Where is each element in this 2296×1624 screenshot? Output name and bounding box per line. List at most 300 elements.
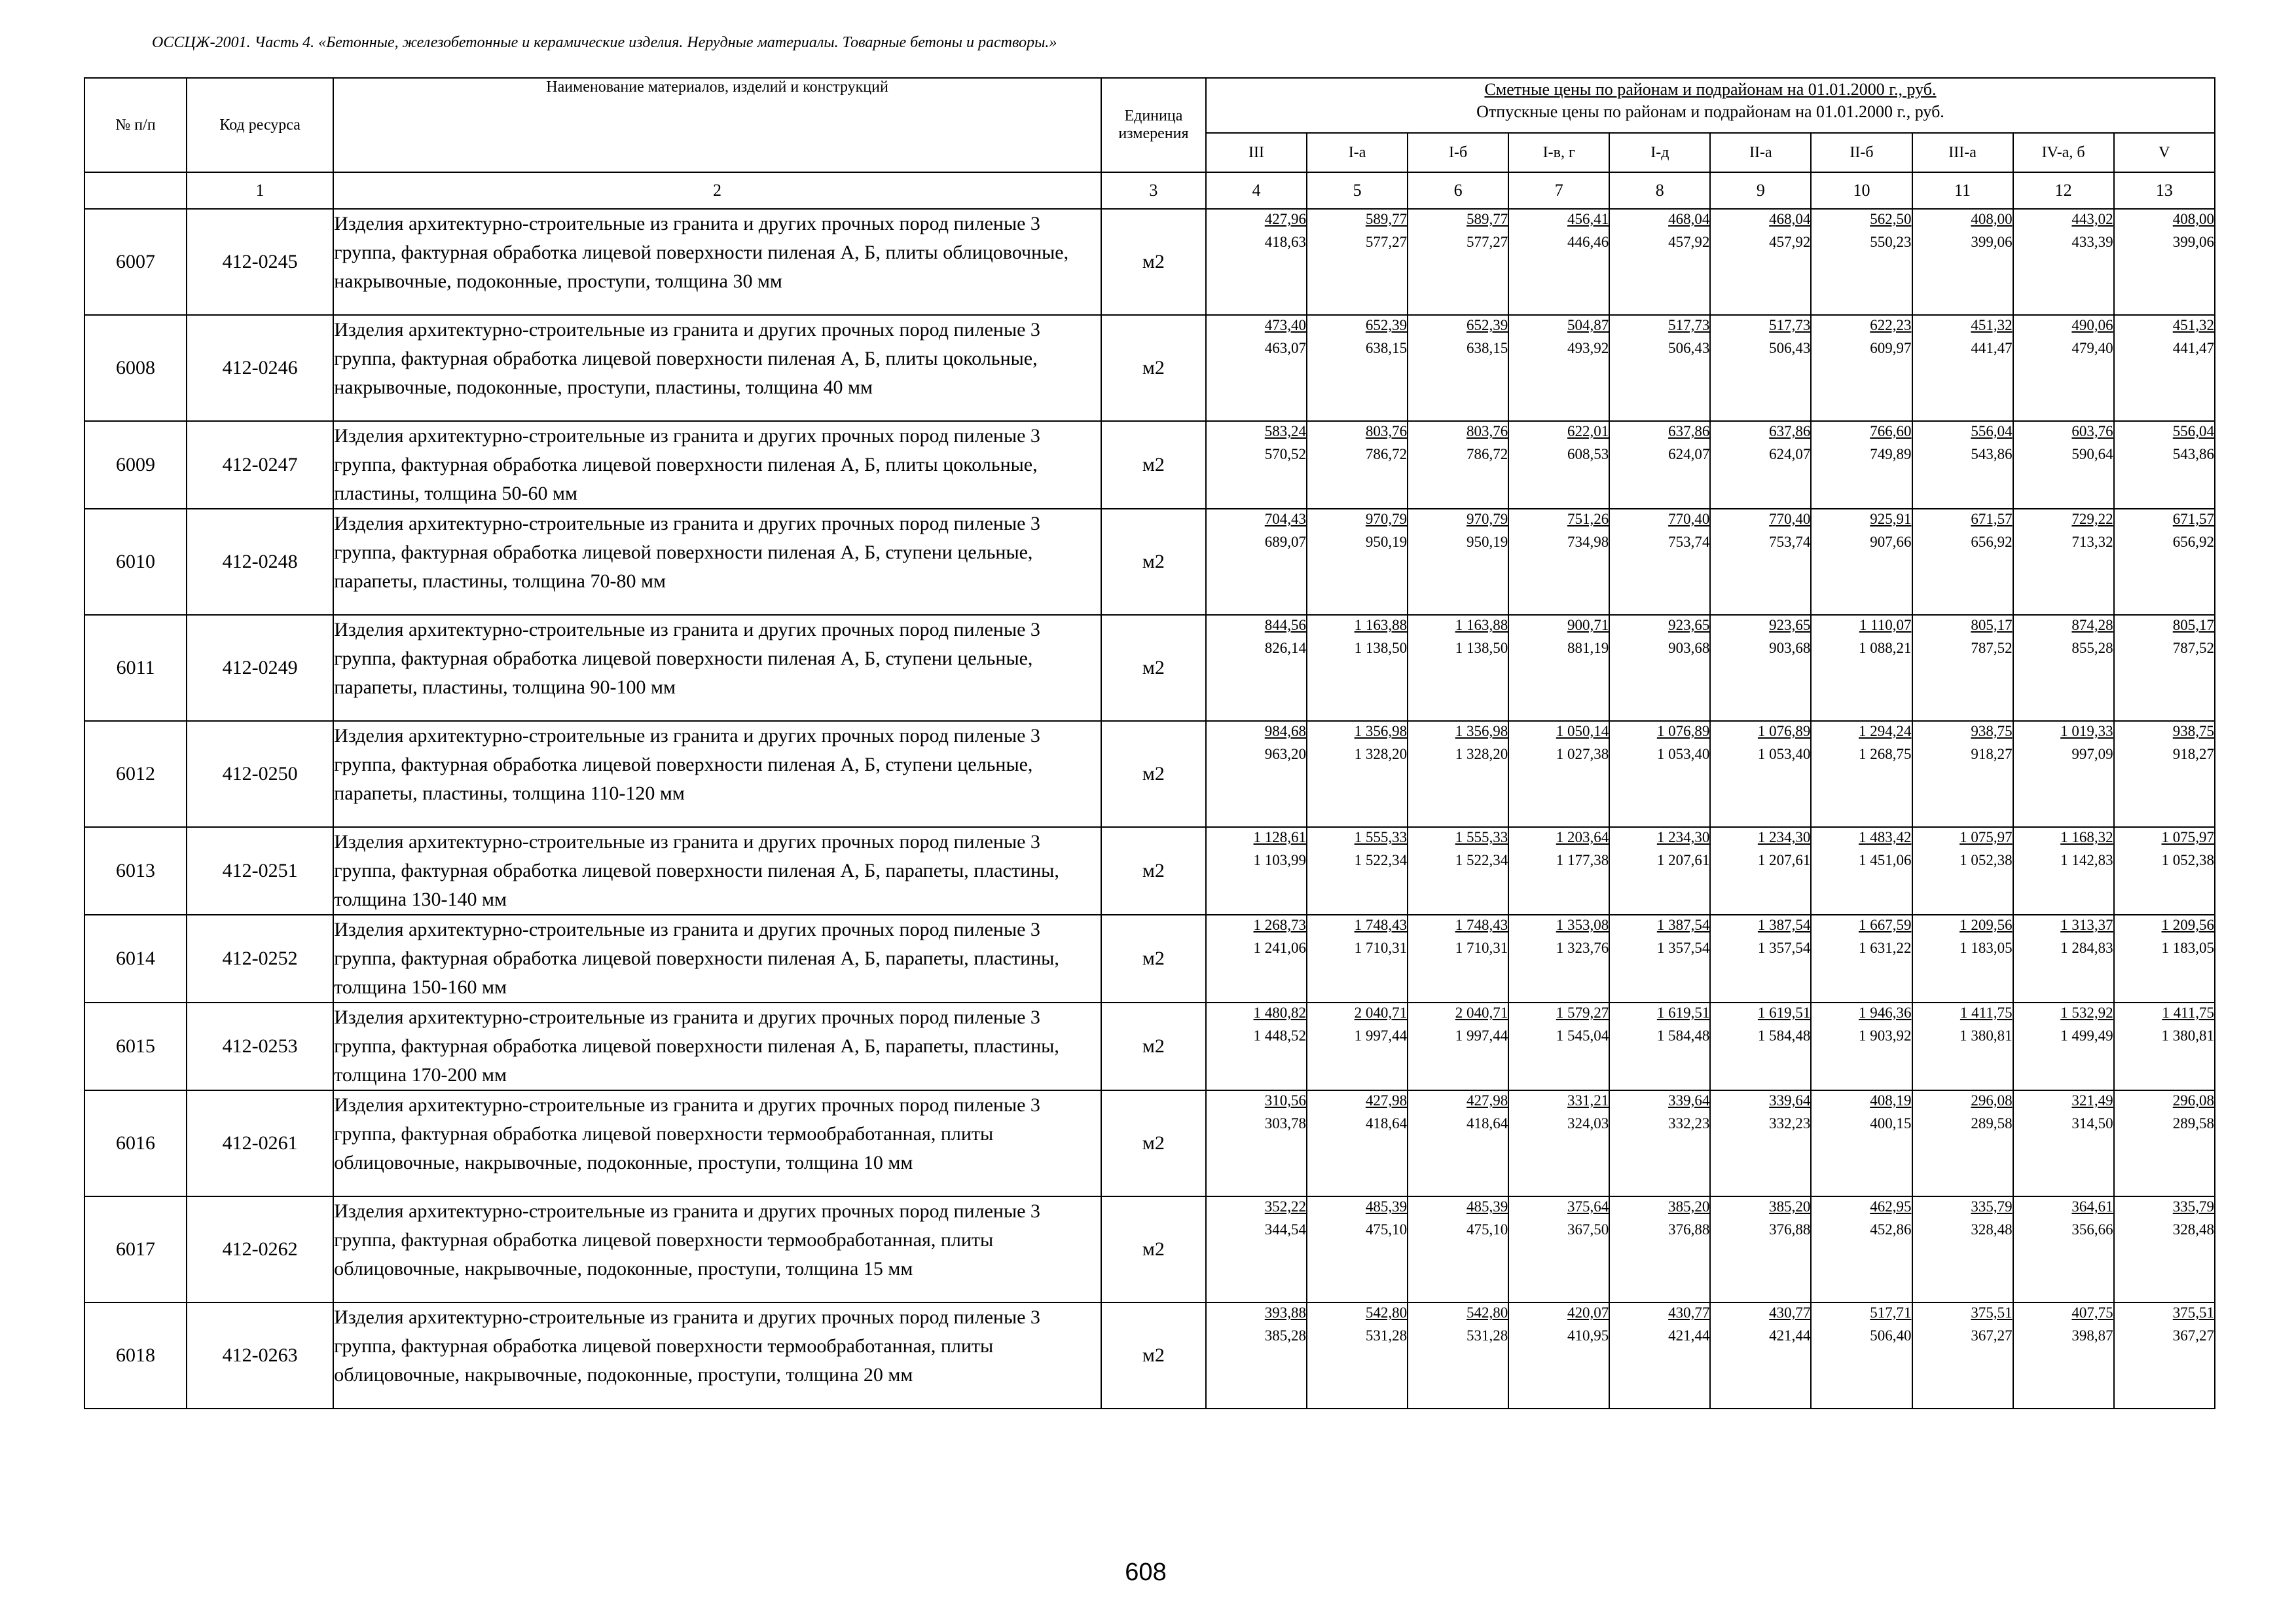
estimate-price: 339,64 <box>1769 1092 1811 1109</box>
price-cell <box>1307 421 1408 509</box>
row-number: 6018 <box>84 1302 187 1409</box>
release-price: 1 027,38 <box>1556 746 1609 762</box>
release-price: 950,19 <box>1365 534 1408 550</box>
estimate-price: 1 353,08 <box>1556 917 1609 933</box>
estimate-price: 1 667,59 <box>1859 917 1912 933</box>
price-cell <box>2013 509 2114 615</box>
price-cell <box>1609 827 1710 915</box>
estimate-price: 844,56 <box>1264 617 1307 633</box>
price-cell <box>1710 827 1811 915</box>
estimate-price: 1 110,07 <box>1859 617 1912 633</box>
estimate-price: 310,56 <box>1264 1092 1307 1109</box>
table-row <box>84 615 2215 721</box>
release-price: 475,10 <box>1365 1221 1408 1238</box>
region-header: IV-а, б <box>2013 133 2114 172</box>
estimate-price: 408,00 <box>2172 211 2214 227</box>
column-number: 12 <box>2013 172 2114 209</box>
price-cell <box>1408 615 1508 721</box>
resource-code: 412-0252 <box>187 915 333 1003</box>
estimate-price: 803,76 <box>1365 423 1408 439</box>
table-row <box>84 509 2215 615</box>
release-price: 855,28 <box>2071 640 2113 656</box>
resource-code: 412-0245 <box>187 209 333 315</box>
release-price: 577,27 <box>1466 234 1508 250</box>
release-price: 753,74 <box>1668 534 1710 550</box>
release-price: 786,72 <box>1365 446 1408 462</box>
release-price: 1 997,44 <box>1455 1027 1508 1044</box>
price-cell <box>1508 209 1609 315</box>
estimate-price: 1 268,73 <box>1253 917 1307 933</box>
price-cell <box>2013 1090 2114 1196</box>
price-cell <box>1508 827 1609 915</box>
estimate-price: 1 411,75 <box>1959 1005 2013 1021</box>
release-price: 421,44 <box>1769 1327 1811 1344</box>
estimate-price: 430,77 <box>1668 1304 1710 1321</box>
price-cell <box>1508 721 1609 827</box>
release-price: 608,53 <box>1567 446 1609 462</box>
release-price: 753,74 <box>1769 534 1811 550</box>
estimate-price: 766,60 <box>1870 423 1912 439</box>
estimate-price: 352,22 <box>1264 1198 1307 1215</box>
column-number: 1 <box>187 172 333 209</box>
price-cell <box>2013 315 2114 421</box>
release-price: 433,39 <box>2071 234 2113 250</box>
estimate-price: 408,00 <box>1971 211 2013 227</box>
price-cell <box>1307 827 1408 915</box>
release-price: 314,50 <box>2071 1115 2113 1132</box>
column-number: 6 <box>1408 172 1508 209</box>
estimate-price: 589,77 <box>1466 211 1508 227</box>
release-price: 577,27 <box>1365 234 1408 250</box>
release-price: 289,58 <box>2172 1115 2214 1132</box>
price-cell <box>2114 1003 2215 1090</box>
estimate-price: 583,24 <box>1264 423 1307 439</box>
release-price: 531,28 <box>1365 1327 1408 1344</box>
material-name: Изделия архитектурно-строительные из гранита и других прочных пород пиленые 3 группа, фактурная обработка лицевой поверхности термообработанная, плиты облицовочные, накрывочные, подоконные, проступи, толщина 20 мм <box>333 1302 1101 1409</box>
material-name: Изделия архитектурно-строительные из гранита и других прочных пород пиленые 3 группа, фактурная обработка лицевой поверхности пиленая А, Б, ступени цельные, парапеты, пластины, толщина 90-100 мм <box>333 615 1101 721</box>
estimate-price: 335,79 <box>1971 1198 2013 1215</box>
column-number-blank <box>84 172 187 209</box>
price-cell <box>1206 421 1307 509</box>
release-price: 1 052,38 <box>2161 852 2214 868</box>
release-price: 1 451,06 <box>1859 852 1912 868</box>
estimate-price: 1 532,92 <box>2060 1005 2113 1021</box>
estimate-price: 427,98 <box>1365 1092 1408 1109</box>
estimate-price: 1 555,33 <box>1455 829 1508 845</box>
resource-code: 412-0261 <box>187 1090 333 1196</box>
price-cell <box>1609 421 1710 509</box>
release-price: 787,52 <box>1971 640 2013 656</box>
estimate-price: 1 387,54 <box>1656 917 1710 933</box>
estimate-price: 1 209,56 <box>2161 917 2214 933</box>
release-price: 1 522,34 <box>1455 852 1508 868</box>
estimate-price: 1 480,82 <box>1253 1005 1307 1021</box>
price-cell <box>1710 421 1811 509</box>
material-name: Изделия архитектурно-строительные из гранита и других прочных пород пиленые 3 группа, фактурная обработка лицевой поверхности термообработанная, плиты облицовочные, накрывочные, подоконные, проступи, толщина 15 мм <box>333 1196 1101 1302</box>
price-cell <box>1508 1003 1609 1090</box>
estimate-price: 408,19 <box>1870 1092 1912 1109</box>
estimate-price: 1 050,14 <box>1556 723 1609 739</box>
release-price: 590,64 <box>2071 446 2113 462</box>
release-price: 1 328,20 <box>1354 746 1408 762</box>
estimate-price: 385,20 <box>1769 1198 1811 1215</box>
price-cell <box>1508 509 1609 615</box>
estimate-price: 671,57 <box>2172 511 2214 527</box>
unit-of-measure: м2 <box>1101 615 1206 721</box>
release-price: 324,03 <box>1567 1115 1609 1132</box>
price-cell <box>1811 209 1912 315</box>
price-cell <box>2114 1196 2215 1302</box>
price-cell <box>1811 1090 1912 1196</box>
release-price: 367,27 <box>1971 1327 2013 1344</box>
material-name: Изделия архитектурно-строительные из гранита и других прочных пород пиленые 3 группа, фактурная обработка лицевой поверхности пиленая А, Б, плиты цокольные, пластины, толщина 50-60 мм <box>333 421 1101 509</box>
release-price: 918,27 <box>1971 746 2013 762</box>
price-cell <box>1206 209 1307 315</box>
release-price: 399,06 <box>1971 234 2013 250</box>
release-price: 328,48 <box>2172 1221 2214 1238</box>
release-price: 418,64 <box>1365 1115 1408 1132</box>
price-cell <box>1710 721 1811 827</box>
region-header: III-а <box>1912 133 2013 172</box>
price-cell <box>1307 509 1408 615</box>
price-cell <box>2013 915 2114 1003</box>
estimate-price: 589,77 <box>1365 211 1408 227</box>
table-row <box>84 721 2215 827</box>
estimate-price: 1 075,97 <box>2161 829 2214 845</box>
estimate-price: 1 076,89 <box>1757 723 1811 739</box>
estimate-price: 704,43 <box>1264 511 1307 527</box>
release-price: 638,15 <box>1466 340 1508 356</box>
release-price: 1 268,75 <box>1859 746 1912 762</box>
price-cell <box>1710 209 1811 315</box>
price-cell <box>1307 721 1408 827</box>
price-cell <box>1912 1090 2013 1196</box>
release-price: 289,58 <box>1971 1115 2013 1132</box>
release-price: 332,23 <box>1668 1115 1710 1132</box>
release-price: 1 207,61 <box>1757 852 1811 868</box>
estimate-price: 1 313,37 <box>2060 917 2113 933</box>
region-header: II-а <box>1710 133 1811 172</box>
resource-code: 412-0251 <box>187 827 333 915</box>
region-header: V <box>2114 133 2215 172</box>
release-price: 531,28 <box>1466 1327 1508 1344</box>
release-price: 441,47 <box>1971 340 2013 356</box>
material-name: Изделия архитектурно-строительные из гранита и других прочных пород пиленые 3 группа, фактурная обработка лицевой поверхности пиленая А, Б, парапеты, пластины, толщина 150-160 мм <box>333 915 1101 1003</box>
resource-code: 412-0246 <box>187 315 333 421</box>
release-price: 1 631,22 <box>1859 940 1912 956</box>
price-cell <box>2114 209 2215 315</box>
price-cell <box>1408 1196 1508 1302</box>
price-cell <box>2114 509 2215 615</box>
resource-code: 412-0247 <box>187 421 333 509</box>
table-row <box>84 1090 2215 1196</box>
estimate-price: 517,73 <box>1668 317 1710 333</box>
release-price: 475,10 <box>1466 1221 1508 1238</box>
release-price: 1 357,54 <box>1656 940 1710 956</box>
price-cell <box>1609 1302 1710 1409</box>
price-cell <box>1307 1196 1408 1302</box>
release-price: 609,97 <box>1870 340 1912 356</box>
estimate-price: 805,17 <box>2172 617 2214 633</box>
price-cell <box>1912 315 2013 421</box>
estimate-price: 473,40 <box>1264 317 1307 333</box>
release-price: 734,98 <box>1567 534 1609 550</box>
price-cell <box>1508 1090 1609 1196</box>
estimate-price: 1 619,51 <box>1656 1005 1710 1021</box>
estimate-price: 451,32 <box>2172 317 2214 333</box>
region-header: I-в, г <box>1508 133 1609 172</box>
price-cell <box>1408 915 1508 1003</box>
price-table <box>84 77 2215 1409</box>
prices-header-release: Отпускные цены по районам и подрайонам на 01.01.2000 г., руб. <box>1476 102 1944 121</box>
release-price: 506,40 <box>1870 1327 1912 1344</box>
release-price: 441,47 <box>2172 340 2214 356</box>
row-number: 6010 <box>84 509 187 615</box>
table-row <box>84 421 2215 509</box>
column-header-id: № п/п <box>84 78 187 172</box>
estimate-price: 517,73 <box>1769 317 1811 333</box>
price-cell <box>1307 615 1408 721</box>
release-price: 457,92 <box>1668 234 1710 250</box>
column-number: 5 <box>1307 172 1408 209</box>
column-number: 9 <box>1710 172 1811 209</box>
release-price: 881,19 <box>1567 640 1609 656</box>
release-price: 376,88 <box>1769 1221 1811 1238</box>
price-cell <box>1811 315 1912 421</box>
price-cell <box>1206 827 1307 915</box>
release-price: 1 052,38 <box>1959 852 2013 868</box>
estimate-price: 456,41 <box>1567 211 1609 227</box>
release-price: 1 142,83 <box>2060 852 2113 868</box>
price-cell <box>1508 315 1609 421</box>
estimate-price: 770,40 <box>1769 511 1811 527</box>
estimate-price: 562,50 <box>1870 211 1912 227</box>
release-price: 656,92 <box>1971 534 2013 550</box>
price-cell <box>1206 1302 1307 1409</box>
price-cell <box>1508 615 1609 721</box>
column-header-unit: Единица измерения <box>1101 78 1206 172</box>
unit-of-measure: м2 <box>1101 721 1206 827</box>
price-cell <box>2013 1196 2114 1302</box>
estimate-price: 331,21 <box>1567 1092 1609 1109</box>
price-cell <box>1710 509 1811 615</box>
release-price: 903,68 <box>1668 640 1710 656</box>
estimate-price: 622,23 <box>1870 317 1912 333</box>
estimate-price: 622,01 <box>1567 423 1609 439</box>
row-number: 6011 <box>84 615 187 721</box>
price-cell <box>1811 721 1912 827</box>
release-price: 399,06 <box>2172 234 2214 250</box>
price-cell <box>1206 1196 1307 1302</box>
region-header: I-д <box>1609 133 1710 172</box>
release-price: 421,44 <box>1668 1327 1710 1344</box>
release-price: 1 710,31 <box>1455 940 1508 956</box>
price-cell <box>1307 315 1408 421</box>
material-name: Изделия архитектурно-строительные из гранита и других прочных пород пиленые 3 группа, фактурная обработка лицевой поверхности пиленая А, Б, парапеты, пластины, толщина 170-200 мм <box>333 1003 1101 1090</box>
price-cell <box>1206 1003 1307 1090</box>
material-name: Изделия архитектурно-строительные из гранита и других прочных пород пиленые 3 группа, фактурная обработка лицевой поверхности пиленая А, Б, ступени цельные, парапеты, пластины, толщина 110-120 мм <box>333 721 1101 827</box>
estimate-price: 1 748,43 <box>1455 917 1508 933</box>
price-cell <box>2114 827 2215 915</box>
estimate-price: 1 619,51 <box>1757 1005 1811 1021</box>
column-header-prices <box>1206 78 2215 133</box>
price-cell <box>2013 827 2114 915</box>
material-name: Изделия архитектурно-строительные из гранита и других прочных пород пиленые 3 группа, фактурная обработка лицевой поверхности пиленая А, Б, плиты цокольные, накрывочные, подоконные, проступи, пластины, толщина 40 мм <box>333 315 1101 421</box>
table-row <box>84 315 2215 421</box>
release-price: 367,50 <box>1567 1221 1609 1238</box>
row-number: 6008 <box>84 315 187 421</box>
release-price: 1 357,54 <box>1757 940 1811 956</box>
price-cell <box>1307 209 1408 315</box>
price-cell <box>1710 915 1811 1003</box>
column-number: 2 <box>333 172 1101 209</box>
price-cell <box>1912 1196 2013 1302</box>
row-number: 6015 <box>84 1003 187 1090</box>
release-price: 1 380,81 <box>1959 1027 2013 1044</box>
release-price: 367,27 <box>2172 1327 2214 1344</box>
document-header: ОССЦЖ-2001. Часть 4. «Бетонные, железобетонные и керамические изделия. Нерудные материалы. Товарные бетоны и растворы.» <box>152 34 1057 51</box>
table-row <box>84 1003 2215 1090</box>
unit-of-measure: м2 <box>1101 1196 1206 1302</box>
price-cell <box>2114 315 2215 421</box>
estimate-price: 393,88 <box>1264 1304 1307 1321</box>
resource-code: 412-0263 <box>187 1302 333 1409</box>
price-cell <box>1508 915 1609 1003</box>
unit-of-measure: м2 <box>1101 915 1206 1003</box>
resource-code: 412-0249 <box>187 615 333 721</box>
price-cell <box>2013 1003 2114 1090</box>
price-cell <box>1408 1003 1508 1090</box>
price-cell <box>1912 915 2013 1003</box>
estimate-price: 2 040,71 <box>1354 1005 1408 1021</box>
price-cell <box>1609 615 1710 721</box>
estimate-price: 517,71 <box>1870 1304 1912 1321</box>
price-cell <box>2114 915 2215 1003</box>
estimate-price: 468,04 <box>1668 211 1710 227</box>
estimate-price: 1 411,75 <box>2162 1005 2214 1021</box>
estimate-price: 556,04 <box>1971 423 2013 439</box>
row-number: 6012 <box>84 721 187 827</box>
estimate-price: 2 040,71 <box>1455 1005 1508 1021</box>
price-cell <box>2013 209 2114 315</box>
resource-code: 412-0248 <box>187 509 333 615</box>
release-price: 328,48 <box>1971 1221 2013 1238</box>
release-price: 550,23 <box>1870 234 1912 250</box>
release-price: 1 448,52 <box>1253 1027 1307 1044</box>
price-cell <box>1307 1090 1408 1196</box>
estimate-price: 1 579,27 <box>1556 1005 1609 1021</box>
estimate-price: 364,61 <box>2071 1198 2113 1215</box>
release-price: 689,07 <box>1264 534 1307 550</box>
price-cell <box>1710 1302 1811 1409</box>
release-price: 656,92 <box>2172 534 2214 550</box>
estimate-price: 637,86 <box>1769 423 1811 439</box>
row-number: 6017 <box>84 1196 187 1302</box>
column-header-name: Наименование материалов, изделий и конструкций <box>333 78 1101 172</box>
estimate-price: 375,51 <box>1971 1304 2013 1321</box>
estimate-price: 770,40 <box>1668 511 1710 527</box>
release-price: 1 053,40 <box>1757 746 1811 762</box>
release-price: 826,14 <box>1264 640 1307 656</box>
price-cell <box>1609 915 1710 1003</box>
price-cell <box>1912 721 2013 827</box>
estimate-price: 504,87 <box>1567 317 1609 333</box>
release-price: 1 138,50 <box>1354 640 1408 656</box>
estimate-price: 938,75 <box>1971 723 2013 739</box>
unit-of-measure: м2 <box>1101 421 1206 509</box>
estimate-price: 1 234,30 <box>1656 829 1710 845</box>
estimate-price: 427,96 <box>1264 211 1307 227</box>
release-price: 418,64 <box>1466 1115 1508 1132</box>
estimate-price: 938,75 <box>2172 723 2214 739</box>
price-cell <box>1811 915 1912 1003</box>
release-price: 457,92 <box>1769 234 1811 250</box>
estimate-price: 485,39 <box>1466 1198 1508 1215</box>
release-price: 1 138,50 <box>1455 640 1508 656</box>
price-cell <box>1206 509 1307 615</box>
release-price: 903,68 <box>1769 640 1811 656</box>
row-number: 6016 <box>84 1090 187 1196</box>
release-price: 400,15 <box>1870 1115 1912 1132</box>
resource-code: 412-0250 <box>187 721 333 827</box>
material-name: Изделия архитектурно-строительные из гранита и других прочных пород пиленые 3 группа, фактурная обработка лицевой поверхности пиленая А, Б, плиты облицовочные, накрывочные, подоконные, проступи, толщина 30 мм <box>333 209 1101 315</box>
estimate-price: 335,79 <box>2172 1198 2214 1215</box>
release-price: 376,88 <box>1668 1221 1710 1238</box>
price-cell <box>1508 1196 1609 1302</box>
estimate-price: 984,68 <box>1264 723 1307 739</box>
price-cell <box>1811 1302 1912 1409</box>
price-cell <box>1609 209 1710 315</box>
estimate-price: 970,79 <box>1466 511 1508 527</box>
estimate-price: 1 209,56 <box>1959 917 2013 933</box>
estimate-price: 1 168,32 <box>2060 829 2113 845</box>
release-price: 1 584,48 <box>1656 1027 1710 1044</box>
row-number: 6014 <box>84 915 187 1003</box>
price-cell <box>2114 421 2215 509</box>
price-cell <box>1912 827 2013 915</box>
price-cell <box>1912 209 2013 315</box>
release-price: 303,78 <box>1264 1115 1307 1132</box>
estimate-price: 443,02 <box>2071 211 2113 227</box>
release-price: 493,92 <box>1567 340 1609 356</box>
price-cell <box>1811 421 1912 509</box>
material-name: Изделия архитектурно-строительные из гранита и других прочных пород пиленые 3 группа, фактурная обработка лицевой поверхности пиленая А, Б, ступени цельные, парапеты, пластины, толщина 70-80 мм <box>333 509 1101 615</box>
column-number: 10 <box>1811 172 1912 209</box>
release-price: 749,89 <box>1870 446 1912 462</box>
estimate-price: 751,26 <box>1567 511 1609 527</box>
release-price: 1 997,44 <box>1354 1027 1408 1044</box>
price-cell <box>2013 421 2114 509</box>
price-cell <box>1811 509 1912 615</box>
price-cell <box>1710 1090 1811 1196</box>
price-cell <box>1710 1003 1811 1090</box>
release-price: 1 499,49 <box>2060 1027 2113 1044</box>
material-name: Изделия архитектурно-строительные из гранита и других прочных пород пиленые 3 группа, фактурная обработка лицевой поверхности термообработанная, плиты облицовочные, накрывочные, подоконные, проступи, толщина 10 мм <box>333 1090 1101 1196</box>
table-row <box>84 1196 2215 1302</box>
estimate-price: 296,08 <box>2172 1092 2214 1109</box>
estimate-price: 1 946,36 <box>1859 1005 1912 1021</box>
region-header: II-б <box>1811 133 1912 172</box>
release-price: 1 710,31 <box>1354 940 1408 956</box>
price-cell <box>1206 315 1307 421</box>
estimate-price: 803,76 <box>1466 423 1508 439</box>
estimate-price: 1 163,88 <box>1455 617 1508 633</box>
price-cell <box>1811 1196 1912 1302</box>
release-price: 570,52 <box>1264 446 1307 462</box>
estimate-price: 542,80 <box>1466 1304 1508 1321</box>
release-price: 786,72 <box>1466 446 1508 462</box>
price-cell <box>1206 915 1307 1003</box>
